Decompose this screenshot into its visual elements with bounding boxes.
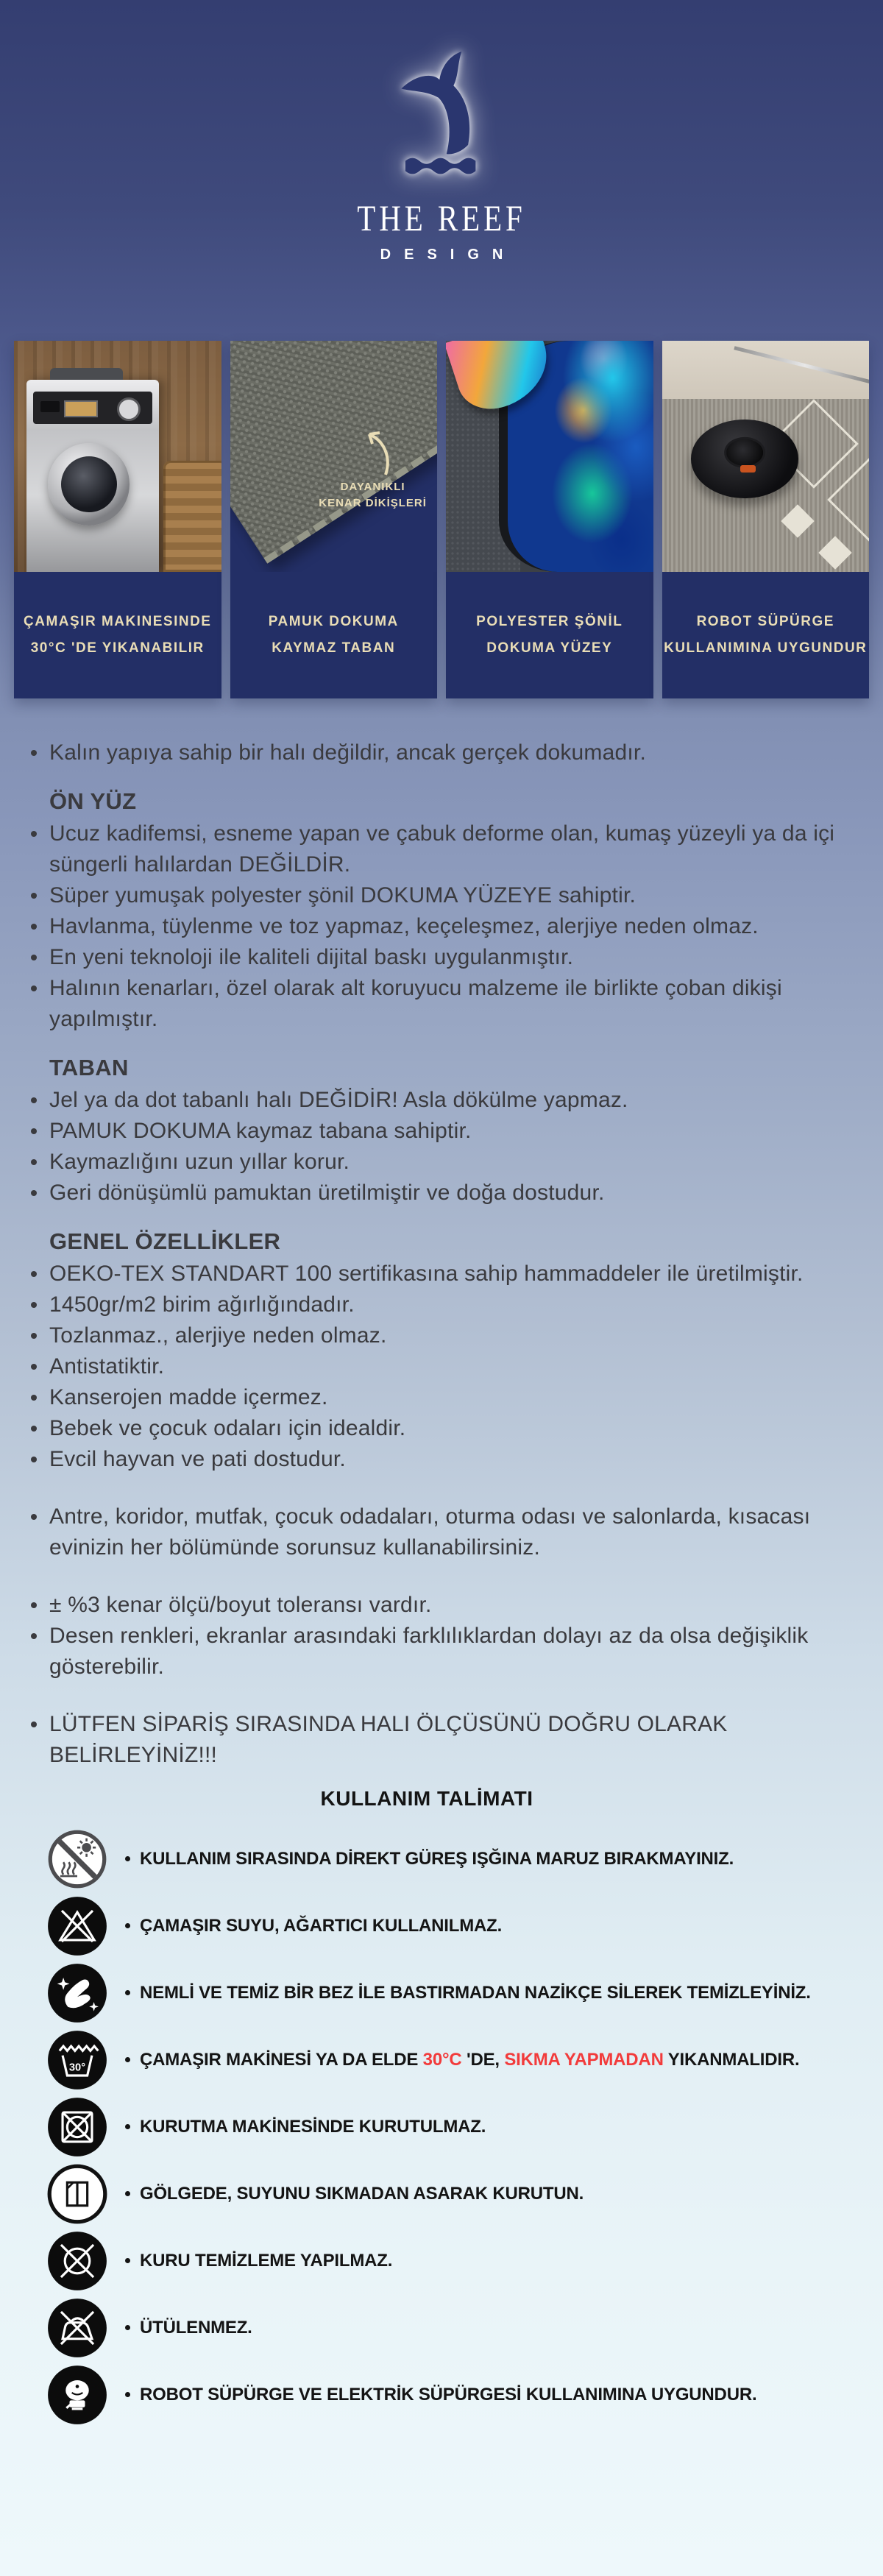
annotation-text: DAYANIKLI KENAR DİKİŞLERİ: [319, 481, 427, 510]
bullet-text: PAMUK DOKUMA kaymaz tabana sahiptir.: [49, 1119, 472, 1143]
care-instruction-row: [0, 2093, 854, 2160]
care-icon-slot: [46, 1828, 108, 1890]
care-instruction-text: ÇAMAŞIR SUYU, AĞARTICI KULLANILMAZ.: [140, 1915, 503, 1936]
washing-machine-photo: [14, 341, 221, 572]
bullet-text: Geri dönüşümlü pamuktan üretilmiştir ve doğa dostudur.: [49, 1181, 605, 1205]
care-instruction-row: [0, 2294, 854, 2361]
care-instruction-row: [0, 2160, 854, 2227]
bullet-text: Antre, koridor, mutfak, çocuk odadaları, oturma odası ve salonlarda, kısacası evinizin her bölümünde sorunsuz kullanabilirsiniz.: [49, 1504, 811, 1560]
bullet-text: Desen renkleri, ekranlar arasındaki farklılıklardan dolayı az da olsa değişiklik gösterebilir.: [49, 1624, 809, 1679]
care-instruction-text: KULLANIM SIRASINDA DİREKT GÜREŞ IŞĞINA MARUZ BIRAKMAYINIZ.: [140, 1848, 734, 1869]
bullet-text: Evcil hayvan ve pati dostudur.: [49, 1447, 346, 1471]
bullet-dot-icon: [31, 831, 37, 837]
care-icon-slot: [46, 2230, 108, 2292]
care-icon-slot: [46, 2096, 108, 2158]
no-bleach-icon: [46, 1895, 108, 1957]
care-icon-slot: [46, 2029, 108, 2091]
bullet-dot-icon: [31, 1159, 37, 1165]
care-instruction-text: KURUTMA MAKİNESİNDE KURUTULMAZ.: [140, 2116, 486, 2137]
care-instruction-text: ÜTÜLENMEZ.: [140, 2317, 252, 2338]
bullet-item: [31, 1320, 850, 1351]
bullet-dot-icon: [31, 1333, 37, 1339]
bullet-text: Ucuz kadifemsi, esneme yapan ve çabuk deforme olan, kumaş yüzeyli ya da içi süngerli halılardan DEĞİLDİR.: [49, 821, 835, 877]
bullet-item: [31, 911, 850, 942]
care-icon-slot: [46, 2163, 108, 2225]
curved-arrow-icon: [353, 429, 393, 476]
drip-dry-shade-icon: [46, 2163, 108, 2225]
no-iron-icon: [46, 2297, 108, 2359]
bullet-text: Havlanma, tüylenme ve toz yapmaz, keçeleşmez, alerjiye neden olmaz.: [49, 914, 759, 938]
bullet-dot-icon: [31, 955, 37, 960]
bullet-item: [31, 818, 850, 880]
bullet-item: [31, 1621, 850, 1682]
tile-caption: POLYESTER ŞÖNİL DOKUMA YÜZEY: [446, 572, 653, 698]
bullet-dot-icon: [125, 1923, 130, 1928]
hand-wipe-icon: [46, 1962, 108, 2024]
bullet-dot-icon: [125, 1856, 130, 1861]
bullet-dot-icon: [125, 2191, 130, 2196]
feature-tile-washable: [14, 341, 221, 698]
feature-tile-robot-vacuum: [662, 341, 870, 698]
care-instruction-text: NEMLİ VE TEMİZ BİR BEZ İLE BASTIRMADAN NAZİKÇE SİLEREK TEMİZLEYİNİZ.: [140, 1982, 811, 2003]
no-dry-clean-icon: [46, 2230, 108, 2292]
care-instruction-row: [0, 2361, 854, 2428]
bullet-dot-icon: [31, 1426, 37, 1432]
bullet-dot-icon: [31, 893, 37, 899]
bullet-group: [31, 1501, 850, 1563]
care-list: [0, 1825, 854, 2428]
bullet-dot-icon: [31, 1722, 37, 1727]
bullet-dot-icon: [31, 1514, 37, 1520]
bullet-dot-icon: [125, 2057, 130, 2062]
care-icon-slot: [46, 2297, 108, 2359]
care-icon-slot: [46, 1895, 108, 1957]
bullet-item: [31, 1116, 850, 1147]
product-description: [31, 737, 850, 1771]
care-instruction-row: [0, 1892, 854, 1959]
care-instruction-row: [0, 1959, 854, 2026]
woven-base-photo: [230, 341, 438, 572]
care-instructions-section: [0, 1787, 854, 2428]
chenille-surface-photo: [446, 341, 653, 572]
bullet-item: [31, 1147, 850, 1178]
bullet-dot-icon: [31, 986, 37, 991]
section-title: TABAN: [49, 1055, 129, 1080]
bullet-item: [31, 737, 850, 768]
bullet-dot-icon: [31, 1364, 37, 1370]
care-instruction-text: ROBOT SÜPÜRGE VE ELEKTRİK SÜPÜRGESİ KULLANIMINA UYGUNDUR.: [140, 2384, 757, 2405]
care-instruction-text: KURU TEMİZLEME YAPILMAZ.: [140, 2250, 393, 2271]
bullet-text: Kalın yapıya sahip bir halı değildir, ancak gerçek dokumadır.: [49, 740, 646, 765]
tile-caption: ROBOT SÜPÜRGE KULLANIMINA UYGUNDUR: [662, 572, 870, 698]
bullet-group: [31, 1590, 850, 1682]
bullet-text: LÜTFEN SİPARİŞ SIRASINDA HALI ÖLÇÜSÜNÜ DOĞRU OLARAK BELİRLEYİNİZ!!!: [49, 1712, 728, 1767]
bullet-dot-icon: [31, 1302, 37, 1308]
bullet-item: [31, 1444, 850, 1475]
no-sunlight-icon: [46, 1828, 108, 1890]
bullet-dot-icon: [125, 2124, 130, 2129]
bullet-text: OEKO-TEX STANDART 100 sertifikasına sahip hammaddeler ile üretilmiştir.: [49, 1262, 804, 1286]
bullet-dot-icon: [31, 1128, 37, 1134]
bullet-dot-icon: [125, 2325, 130, 2330]
bullet-dot-icon: [125, 2258, 130, 2263]
edge-stitch-annotation: [319, 429, 427, 512]
care-instruction-text: GÖLGEDE, SUYUNU SIKMADAN ASARAK KURUTUN.: [140, 2183, 584, 2204]
feature-tile-woven-surface: [446, 341, 653, 698]
bullet-item: [31, 1709, 850, 1771]
care-icon-slot: [46, 2364, 108, 2426]
bullet-dot-icon: [31, 1190, 37, 1196]
feature-tile-non-slip-base: [230, 341, 438, 698]
brand-title: THE REEF: [357, 197, 526, 238]
bullet-text: Kaymazlığını uzun yıllar korur.: [49, 1150, 350, 1174]
bullet-text: Tozlanmaz., alerjiye neden olmaz.: [49, 1323, 387, 1348]
bullet-text: 1450gr/m2 birim ağırlığındadır.: [49, 1292, 355, 1317]
bullet-dot-icon: [125, 2392, 130, 2397]
feature-tiles-row: [14, 341, 869, 698]
bullet-dot-icon: [31, 1602, 37, 1608]
section-title: ÖN YÜZ: [49, 788, 137, 814]
bullet-dot-icon: [31, 750, 37, 756]
wash-30-icon: [46, 2029, 108, 2091]
bullet-text: Bebek ve çocuk odaları için idealdir.: [49, 1416, 406, 1440]
bullet-text: Kanserojen madde içermez.: [49, 1385, 328, 1409]
care-instruction-text: ÇAMAŞIR MAKİNESİ YA DA ELDE 30°C 'DE, SIKMA YAPMADAN YIKANMALIDIR.: [140, 2049, 800, 2070]
bullet-dot-icon: [31, 924, 37, 930]
bullet-dot-icon: [31, 1457, 37, 1462]
bullet-item: [31, 1289, 850, 1320]
bullet-dot-icon: [31, 1395, 37, 1401]
bullet-item: [31, 1590, 850, 1621]
care-icon-slot: [46, 1962, 108, 2024]
bullet-item: [31, 973, 850, 1035]
brand-subtitle: DESIGN: [380, 247, 517, 263]
bullet-text: ± %3 kenar ölçü/boyut toleransı vardır.: [49, 1593, 432, 1617]
bullet-item: [31, 1085, 850, 1116]
care-instruction-row: [0, 2227, 854, 2294]
robot-vacuum-photo: [662, 341, 870, 572]
tile-caption: PAMUK DOKUMA KAYMAZ TABAN: [230, 572, 438, 698]
bullet-text: Jel ya da dot tabanlı halı DEĞİDİR! Asla dökülme yapmaz.: [49, 1088, 628, 1112]
bullet-item: [31, 1501, 850, 1563]
bullet-item: [31, 942, 850, 973]
bullet-text: Halının kenarları, özel olarak alt koruyucu malzeme ile birlikte çoban dikişi yapılmıştır.: [49, 976, 782, 1031]
robot-vacuum-ok-icon: [46, 2364, 108, 2426]
bullet-text: Süper yumuşak polyester şönil DOKUMA YÜZEYE sahiptir.: [49, 883, 636, 907]
bullet-item: [31, 1351, 850, 1382]
care-instruction-row: [0, 2026, 854, 2093]
bullet-item: [31, 1178, 850, 1209]
whale-tail-icon: [386, 43, 497, 190]
bullet-text: Antistatiktir.: [49, 1354, 165, 1379]
bullet-item: [31, 1413, 850, 1444]
bullet-item: [31, 880, 850, 911]
care-instruction-row: [0, 1825, 854, 1892]
brand-logo-block: [0, 43, 883, 263]
section-title: GENEL ÖZELLİKLER: [49, 1228, 281, 1254]
tile-caption: ÇAMAŞIR MAKINESINDE 30°C 'DE YIKANABILIR: [14, 572, 221, 698]
bullet-dot-icon: [31, 1633, 37, 1639]
bullet-dot-icon: [31, 1271, 37, 1277]
bullet-item: [31, 1382, 850, 1413]
no-tumble-dry-icon: [46, 2096, 108, 2158]
care-title: KULLANIM TALİMATI: [320, 1787, 533, 1810]
bullet-text: En yeni teknoloji ile kaliteli dijital baskı uygulanmıştır.: [49, 945, 574, 969]
svg-text:30°: 30°: [68, 2062, 86, 2074]
bullet-group: [31, 1709, 850, 1771]
bullet-item: [31, 1259, 850, 1289]
bullet-dot-icon: [31, 1097, 37, 1103]
bullet-dot-icon: [125, 1990, 130, 1995]
